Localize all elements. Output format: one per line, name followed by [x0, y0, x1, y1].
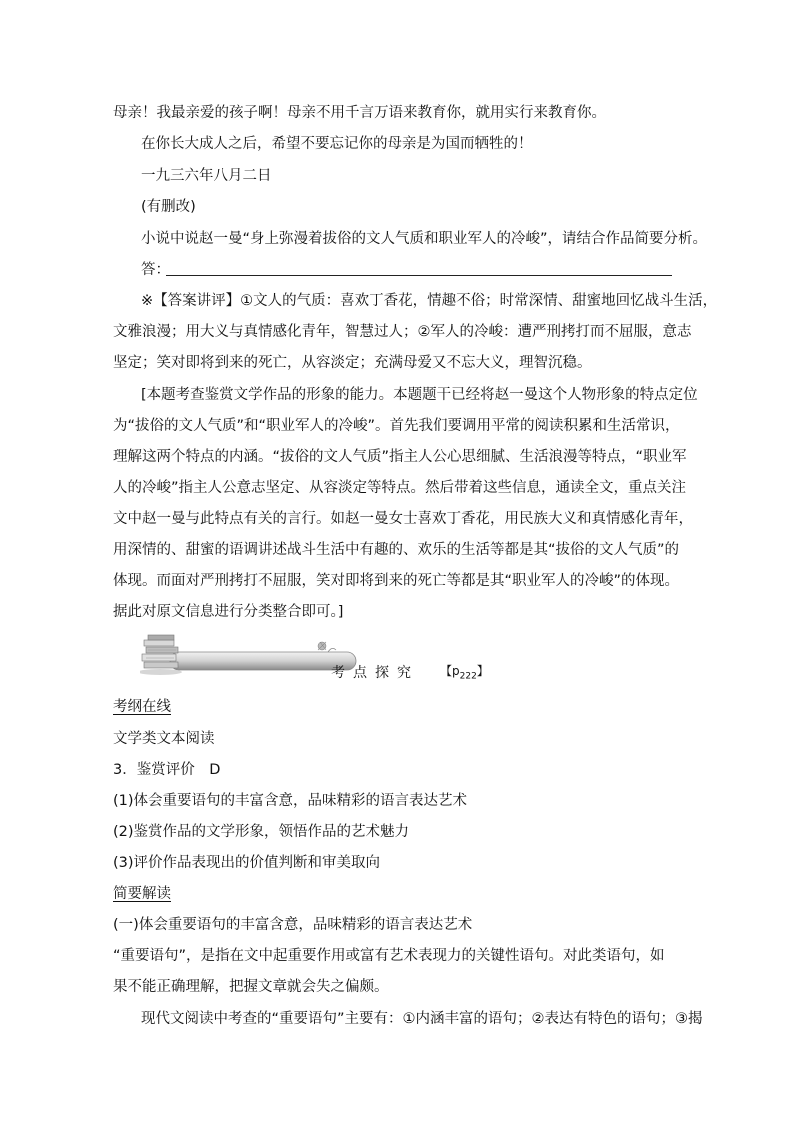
analysis-line: 理解这两个特点的内涵。“拔俗的文人气质”指主人公心思细腻、生活浪漫等特点，“职业军 [113, 449, 687, 465]
outline-point: (3)评价作品表现出的价值判断和审美取向 [113, 855, 381, 871]
section-title: 考点探究 [331, 665, 419, 681]
outline-item: 3．鉴赏评价 D [113, 762, 221, 778]
analysis-line: [本题考查鉴赏文学作品的形象的能力。本题题干已经将赵一曼这个人物形象的特点定位 [141, 387, 698, 403]
analysis-line: 体现。而面对严刑拷打不屈服，笑对即将到来的死亡等都是其“职业军人的冷峻”的体现。 [113, 573, 680, 589]
analysis-line: 人的冷峻”指主人公意志坚定、从容淡定等特点。然后带着这些信息，通读全文，重点关注 [113, 480, 687, 496]
text-line: 母亲！我最亲爱的孩子啊！母亲不用千言万语来教育你，就用实行来教育你。 [113, 105, 606, 121]
category-label: 文学类文本阅读 [113, 731, 215, 747]
text-line: 一九三六年八月二日 [141, 168, 272, 184]
answer-commentary-line: 文雅浪漫；用大义与真情感化青年，智慧过人；②军人的冷峻：遭严刑拷打而不屈服，意志 [113, 324, 692, 340]
subsection-title: (一)体会重要语句的丰富含意，品味精彩的语言表达艺术 [113, 917, 473, 933]
body-line: “重要语句”，是指在文中起重要作用或富有艺术表现力的关键性语句。对此类语句，如 [113, 948, 665, 964]
answer-label: 答： [141, 262, 170, 278]
analysis-line: 据此对原文信息进行分类整合即可。] [113, 604, 344, 620]
body-line: 果不能正确理解，把握文章就会失之偏颇。 [113, 979, 389, 995]
question-text: 小说中说赵一曼“身上弥漫着拔俗的文人气质和职业军人的冷峻”，请结合作品简要分析。 [141, 231, 708, 247]
answer-blank-line [166, 275, 672, 276]
analysis-line: 文中赵一曼与此特点有关的言行。如赵一曼女士喜欢丁香花，用民族大义和真情感化青年， [113, 511, 693, 527]
outline-point: (1)体会重要语句的丰富含意，品味精彩的语言表达艺术 [113, 793, 468, 809]
page-reference: 【$p_{222}$】 [440, 664, 489, 682]
brief-heading: 简要解读 [113, 886, 171, 902]
outline-point: (2)鉴赏作品的文学形象，领悟作品的艺术魅力 [113, 824, 410, 840]
text-line: (有删改) [141, 199, 196, 215]
analysis-line: 为“拔俗的文人气质”和“职业军人的冷峻”。首先我们要调用平常的阅读积累和生活常识， [113, 418, 680, 434]
text-line: 在你长大成人之后，希望不要忘记你的母亲是为国而牺牲的！ [141, 136, 533, 152]
answer-commentary-line: ※【答案讲评】①文人的气质：喜欢丁香花，情趣不俗；时常深情、甜蜜地回忆战斗生活， [141, 293, 718, 309]
outline-heading: 考纲在线 [113, 699, 171, 715]
answer-commentary-line: 坚定；笑对即将到来的死亡，从容淡定；充满母爱又不忘大义，理智沉稳。 [113, 355, 592, 371]
body-line: 现代文阅读中考查的“重要语句”主要有：①内涵丰富的语句；②表达有特色的语句；③揭 [141, 1011, 703, 1027]
analysis-line: 用深情的、甜蜜的语调讲述战斗生活中有趣的、欢乐的生活等都是其“拔俗的文人气质”的 [113, 542, 680, 558]
